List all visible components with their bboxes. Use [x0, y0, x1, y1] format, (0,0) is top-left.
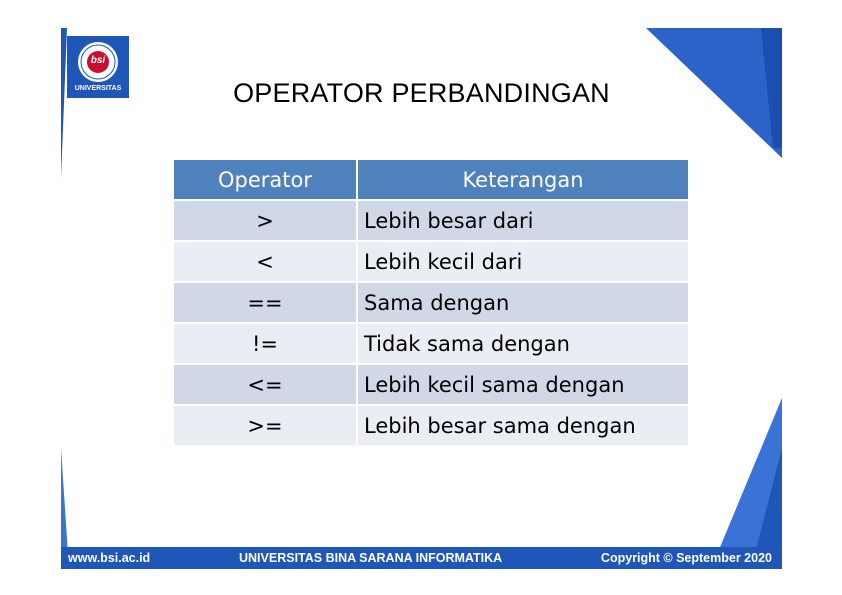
operator-table	[172, 158, 690, 447]
column-header-keterangan: Keterangan	[357, 159, 689, 200]
table-row	[173, 241, 689, 282]
table-row	[173, 323, 689, 364]
table-row	[173, 364, 689, 405]
table-header-row	[173, 159, 689, 200]
slide-title: OPERATOR PERBANDINGAN	[233, 78, 610, 108]
footer-institution-name: UNIVERSITAS BINA SARANA INFORMATIKA	[239, 551, 503, 565]
keterangan-cell: Lebih besar dari	[357, 200, 689, 241]
operator-cell: ==	[173, 282, 357, 323]
footer-copyright: Copyright © September 2020	[600, 551, 772, 565]
operator-cell: !=	[173, 323, 357, 364]
footer-bar	[61, 547, 782, 569]
operator-cell: >=	[173, 405, 357, 446]
footer-website-link[interactable]: www.bsi.ac.id	[68, 551, 151, 565]
operator-cell: <=	[173, 364, 357, 405]
table-row	[173, 405, 689, 446]
logo-ring-text: BINA SARANA INFORMATIKA	[76, 38, 120, 42]
keterangan-cell: Sama dengan	[357, 282, 689, 323]
keterangan-cell: Tidak sama dengan	[357, 323, 689, 364]
table-row	[173, 282, 689, 323]
keterangan-cell: Lebih kecil dari	[357, 241, 689, 282]
keterangan-cell: Lebih besar sama dengan	[357, 405, 689, 446]
keterangan-cell: Lebih kecil sama dengan	[357, 364, 689, 405]
operator-cell: >	[173, 200, 357, 241]
operator-cell: <	[173, 241, 357, 282]
logo-banner-text: UNIVERSITAS	[74, 85, 122, 92]
logo-center-text: bsi	[90, 55, 106, 66]
column-header-operator: Operator	[173, 159, 357, 200]
table-row	[173, 200, 689, 241]
slide	[61, 28, 782, 569]
